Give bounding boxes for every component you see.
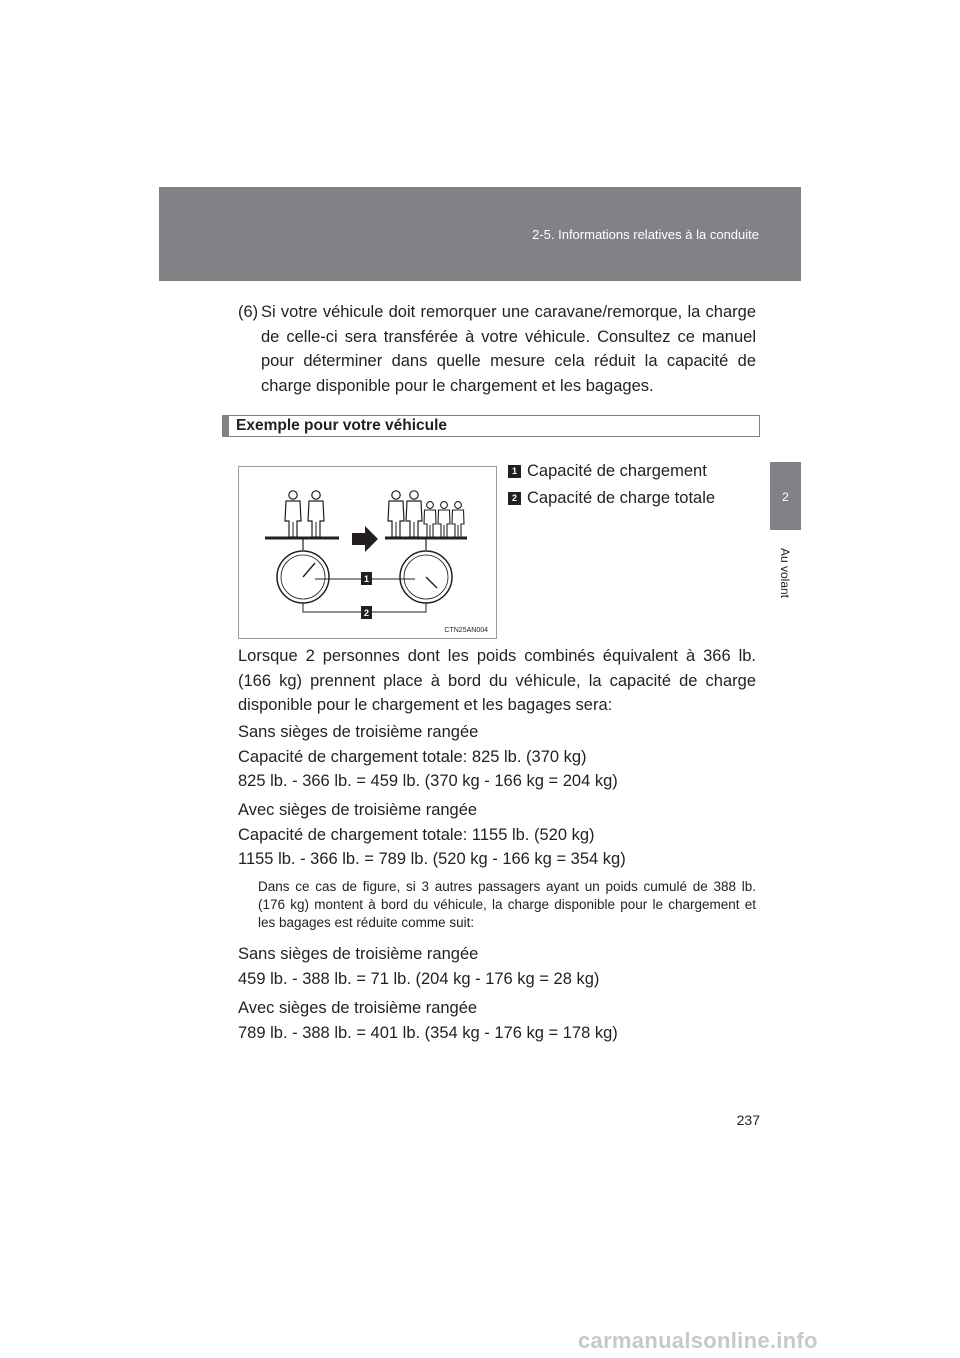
legend-item [508, 462, 707, 481]
legend-label: Capacité de chargement [527, 462, 707, 480]
case-heading: Avec sièges de troisième rangée [238, 999, 478, 1017]
arrow-right-icon [352, 526, 378, 552]
passenger-child-icon [424, 502, 436, 537]
section-accent [223, 416, 229, 436]
case-calculation: 825 lb. - 366 lb. = 459 lb. (370 kg - 166 kg = 204 kg) [238, 772, 618, 790]
watermark: carmanualsonline.info [578, 1328, 818, 1353]
section-title: 2-5. Informations relatives à la conduite [532, 227, 759, 242]
chapter-number: 2 [782, 490, 789, 504]
case-calculation: 1155 lb. - 366 lb. = 789 lb. (520 kg - 166 kg = 354 kg) [238, 850, 626, 868]
note-paragraph: Dans ce cas de figure, si 3 autres passagers ayant un poids cumulé de 388 lb. (176 kg) montent à bord du véhicule, la charge disponible pour le chargement et les bagages est réduite comme suit: [258, 879, 756, 930]
case-calculation: 459 lb. - 388 lb. = 71 lb. (204 kg - 176 kg = 28 kg) [238, 969, 600, 988]
passenger-child-icon [452, 502, 464, 537]
case-without-third-row [238, 720, 756, 794]
passenger-adult-icon [406, 491, 422, 537]
page-number: 237 [736, 1112, 760, 1128]
figure-code: CTN25AN004 [444, 627, 488, 634]
list-item-number: (6) [238, 303, 259, 321]
section-heading [222, 415, 760, 437]
list-item-6 [238, 300, 756, 398]
case-heading: Sans sièges de troisième rangée [238, 723, 479, 741]
case-with-third-row [238, 798, 756, 872]
case-capacity: Capacité de chargement totale: 1155 lb. (520 kg) [238, 825, 595, 844]
case-reduced-with-third-row [238, 996, 756, 1045]
case-heading: Avec sièges de troisième rangée [238, 801, 478, 819]
case-capacity: Capacité de chargement totale: 825 lb. (370 kg) [238, 747, 587, 766]
legend-item [508, 489, 715, 508]
passenger-adult-icon [308, 491, 324, 537]
chapter-label: Au volant [778, 547, 792, 599]
list-item-text: Si votre véhicule doit remorquer une caravane/remorque, la charge de celle-ci sera transférée à votre véhicule. Consultez ce manuel pour déterminer dans quelle mesure cela réduit la capacité de charge disponible pour le chargement et les bagages. [261, 303, 756, 395]
section-heading-title: Exemple pour votre véhicule [236, 417, 448, 434]
passenger-child-icon [438, 502, 450, 537]
legend-label: Capacité de charge totale [527, 489, 716, 507]
header-band [159, 187, 801, 281]
chapter-tab [770, 462, 801, 530]
passenger-adult-icon [388, 491, 404, 537]
legend-badge: 2 [508, 492, 521, 505]
chapter-label-box [771, 542, 799, 604]
case-reduced-without-third-row [238, 942, 756, 991]
load-capacity-figure [238, 466, 497, 639]
case-calculation: 789 lb. - 388 lb. = 401 lb. (354 kg - 176 kg = 178 kg) [238, 1023, 618, 1042]
load-illustration [239, 467, 496, 638]
intro-paragraph: Lorsque 2 personnes dont les poids combinés équivalent à 366 lb. (166 kg) prennent place à bord du véhicule, la capacité de charge disponible pour le chargement et les bagages sera: [238, 647, 756, 714]
callout-2-label: 2 [363, 608, 370, 618]
callout-1-label: 1 [363, 574, 370, 584]
case-heading: Sans sièges de troisième rangée [238, 945, 479, 963]
legend-badge: 1 [508, 465, 521, 478]
passenger-adult-icon [285, 491, 301, 537]
